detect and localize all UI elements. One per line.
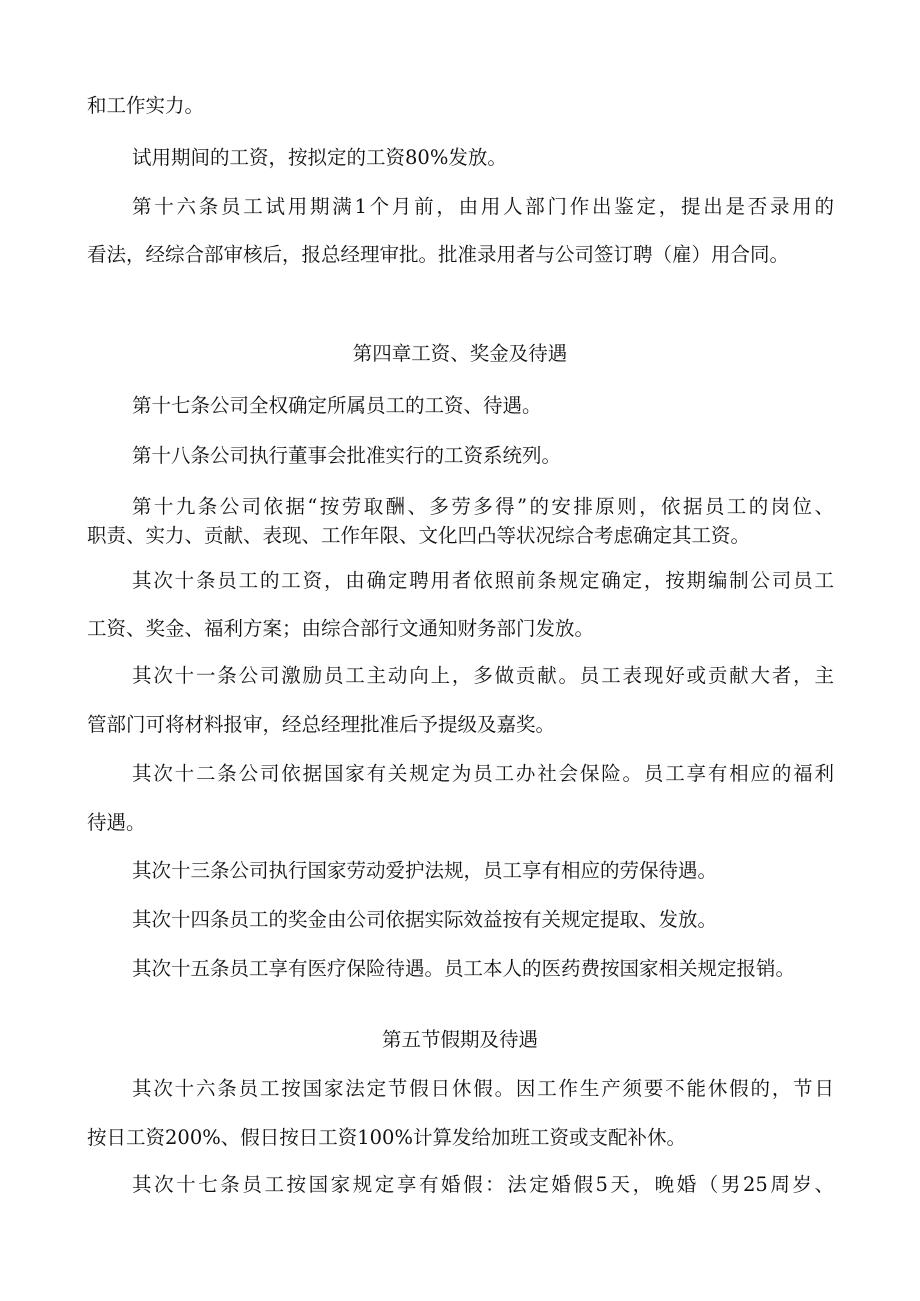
- paragraph-probation-salary: 试用期间的工资，按拟定的工资80%发放。: [132, 146, 507, 169]
- article-26-line-1: 其次十六条员工按国家法定节假日休假。因工作生产须要不能休假的，节日: [132, 1077, 834, 1100]
- article-19-line-1: 第十九条公司依据“按劳取酬、多劳多得”的安排原则，依据员工的岗位、: [132, 495, 834, 518]
- article-21-line-1: 其次十一条公司激励员工主动向上，多做贡献。员工表现好或贡献大者，主: [132, 664, 834, 687]
- article-17: 第十七条公司全权确定所属员工的工资、待遇。: [132, 394, 542, 417]
- article-20-line-2: 工资、奖金、福利方案；由综合部行文通知财务部门发放。: [87, 617, 595, 640]
- article-18: 第十八条公司执行董事会批准实行的工资系统列。: [132, 444, 562, 467]
- article-24: 其次十四条员工的奖金由公司依据实际效益按有关规定提取、发放。: [132, 908, 718, 931]
- article-16-line-1: 第十六条员工试用期满1个月前，由用人部门作出鉴定，提出是否录用的: [132, 195, 834, 218]
- article-25: 其次十五条员工享有医疗保险待遇。员工本人的医药费按国家相关规定报销。: [132, 957, 796, 980]
- article-16-line-2: 看法，经综合部审核后，报总经理审批。批准录用者与公司签订聘（雇）用合同。: [87, 243, 790, 266]
- article-27-line-1: 其次十七条员工按国家规定享有婚假：法定婚假5天，晚婚（男25周岁、: [132, 1173, 834, 1196]
- article-19-line-2: 职责、实力、贡献、表现、工作年限、文化凹凸等状况综合考虑确定其工资。: [87, 524, 751, 547]
- paragraph-fragment: 和工作实力。: [87, 94, 205, 117]
- article-23: 其次十三条公司执行国家劳动爱护法规，员工享有相应的劳保待遇。: [132, 859, 718, 882]
- chapter-5-heading: 第五节假期及待遇: [381, 1028, 538, 1051]
- article-22-line-2: 待遇。: [87, 811, 146, 834]
- article-22-line-1: 其次十二条公司依据国家有关规定为员工办社会保险。员工享有相应的福利: [132, 762, 834, 785]
- article-20-line-1: 其次十条员工的工资，由确定聘用者依照前条规定确定，按期编制公司员工: [132, 569, 834, 592]
- article-26-line-2: 按日工资200%、假日按日工资100%计算发给加班工资或支配补休。: [87, 1126, 686, 1149]
- chapter-4-heading: 第四章工资、奖金及待遇: [352, 342, 568, 365]
- article-21-line-2: 管部门可将材料报审，经总经理批准后予提级及嘉奖。: [87, 713, 556, 736]
